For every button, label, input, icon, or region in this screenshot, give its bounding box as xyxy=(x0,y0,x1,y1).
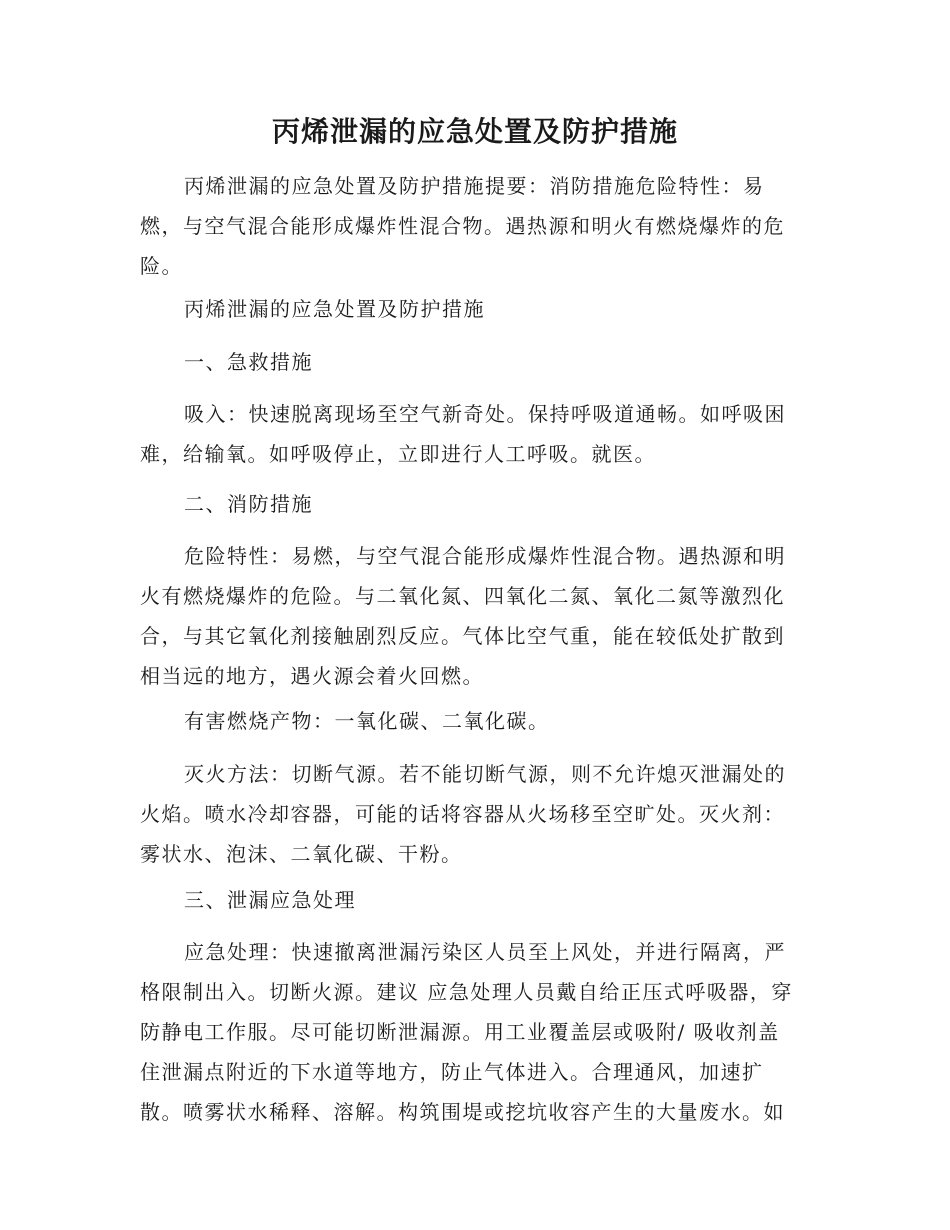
summary-paragraph: 丙烯泄漏的应急处置及防护措施提要：消防措施危险特性：易燃，与空气混合能形成爆炸性混合物。遇热源和明火有燃烧爆炸的危险。 xyxy=(140,174,785,278)
emergency-handling-paragraph: 应急处理：快速撤离泄漏污染区人员至上风处，并进行隔离，严格限制出入。切断火源。建议 应急处理人员戴自给正压式呼吸器，穿防静电工作服。尽可能切断泄漏源。用工业覆盖层或吸附/ 吸收剂盖住泄漏点附近的下水道等地方，防止气体进入。合理通风，加速扩散。喷雾状水稀释、溶解。构筑围堤或挖坑收容产生的大量废水。如 xyxy=(140,940,793,1124)
section-heading-first-aid: 一、急救措施 xyxy=(184,350,313,374)
section-heading-fire-fighting: 二、消防措施 xyxy=(184,492,313,516)
combustion-products-paragraph: 有害燃烧产物：一氧化碳、二氧化碳。 xyxy=(184,709,550,733)
extinguishing-paragraph: 灭火方法：切断气源。若不能切断气源，则不允许熄灭泄漏处的火焰。喷水冷却容器，可能的话将容器从火场移至空旷处。灭火剂：雾状水、泡沫、二氧化碳、干粉。 xyxy=(140,762,786,866)
section-heading-leak-response: 三、泄漏应急处理 xyxy=(184,888,356,912)
hazard-paragraph: 危险特性：易燃，与空气混合能形成爆炸性混合物。遇热源和明火有燃烧爆炸的危险。与二氧化氮、四氧化二氮、氧化二氮等激烈化合，与其它氧化剂接触剧烈反应。气体比空气重，能在较低处扩散到相当远的地方，遇火源会着火回燃。 xyxy=(140,544,786,688)
inhalation-paragraph: 吸入：快速脱离现场至空气新奇处。保持呼吸道通畅。如呼吸困难，给输氧。如呼吸停止，立即进行人工呼吸。就医。 xyxy=(140,402,786,466)
document-title: 丙烯泄漏的应急处置及防护措施 xyxy=(271,115,678,148)
subtitle-paragraph: 丙烯泄漏的应急处置及防护措施 xyxy=(184,297,485,321)
